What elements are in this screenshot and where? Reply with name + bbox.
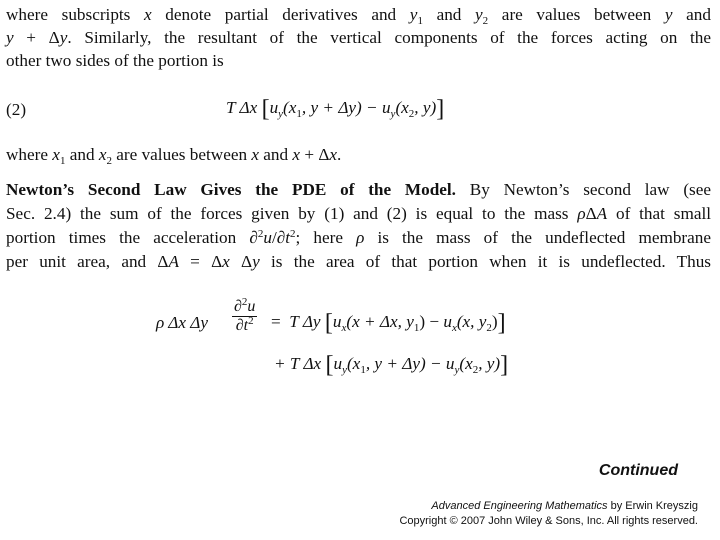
math-var: y bbox=[59, 28, 68, 47]
math-sub: y bbox=[454, 364, 460, 376]
math-var: (x, y bbox=[456, 312, 487, 331]
math-var: (x bbox=[283, 98, 297, 117]
math-var: y bbox=[664, 5, 673, 24]
bracket-open: [ bbox=[325, 352, 334, 378]
math-var: ρ bbox=[356, 228, 365, 247]
text-line-after-eq2 bbox=[6, 145, 341, 165]
math-var: x bbox=[251, 145, 259, 164]
math-var: u bbox=[381, 98, 391, 117]
math-sub: 2 bbox=[106, 155, 112, 167]
math-var: u bbox=[332, 312, 342, 331]
math-op: /∂ bbox=[271, 228, 286, 247]
math-var: x bbox=[329, 145, 338, 164]
math-sub: 1 bbox=[59, 155, 66, 167]
bracket-open: [ bbox=[261, 96, 270, 122]
math-var: t bbox=[285, 228, 291, 247]
math-sub: 1 bbox=[413, 322, 420, 334]
fraction-denominator bbox=[232, 317, 257, 335]
equation-3-lhs bbox=[156, 313, 208, 333]
math-var: x bbox=[98, 145, 107, 164]
bracket-open: [ bbox=[324, 310, 333, 336]
math-sub: y bbox=[390, 108, 396, 120]
text-run: where subscripts bbox=[6, 5, 145, 24]
math-var: u bbox=[443, 312, 452, 331]
equals-sign: = bbox=[271, 312, 281, 331]
math-var: ρ bbox=[577, 204, 586, 223]
math-op: ) − bbox=[419, 312, 444, 331]
math-var: x bbox=[52, 145, 60, 164]
math-sub: y bbox=[278, 108, 284, 120]
math-var: u bbox=[445, 354, 455, 373]
text-run: ; here bbox=[295, 228, 357, 247]
text-run: Sec. 2.4) the sum of the forces given by (1) and (2) is equal to the mass bbox=[6, 204, 578, 223]
footer-book-line bbox=[431, 500, 698, 512]
eq-lhs: ρ Δx Δy bbox=[156, 313, 208, 332]
math-op: ∂ bbox=[234, 298, 242, 315]
math-sub: y bbox=[342, 364, 347, 376]
math-op: ∂ bbox=[249, 228, 258, 247]
math-var: y bbox=[409, 5, 418, 24]
math-sup: 2 bbox=[257, 228, 264, 240]
math-sub: 2 bbox=[408, 108, 415, 120]
text-run: . Similarly, the resultant of the vertical components of the forces acting on the bbox=[67, 28, 711, 47]
math-var: u bbox=[333, 354, 343, 373]
fraction bbox=[232, 298, 257, 335]
text-line-2 bbox=[6, 28, 711, 48]
text-run: of that small bbox=[607, 204, 712, 223]
math-sub: 2 bbox=[482, 15, 489, 27]
math-var: ∂t bbox=[235, 317, 249, 334]
text-run: Δ bbox=[585, 204, 597, 223]
math-var: x bbox=[292, 145, 301, 164]
math-var: x bbox=[144, 5, 152, 24]
math-sub: 1 bbox=[360, 364, 366, 376]
math-var: y bbox=[475, 5, 483, 24]
math-var: y bbox=[6, 28, 14, 47]
math-sup: 2 bbox=[241, 296, 248, 308]
text-run: = Δ bbox=[178, 252, 223, 271]
text-run: are values between bbox=[112, 145, 252, 164]
math-var: y bbox=[252, 252, 260, 271]
math-var: u bbox=[269, 98, 279, 117]
math-var: + T Δx bbox=[274, 354, 322, 373]
math-sup: 2 bbox=[248, 315, 254, 327]
author: by Erwin Kreyszig bbox=[607, 500, 698, 512]
text-line-newton-1 bbox=[6, 180, 711, 200]
math-var: u bbox=[263, 228, 272, 247]
bracket-close: ] bbox=[497, 310, 506, 336]
text-line-3: other two sides of the portion is bbox=[6, 51, 224, 70]
text-run: denote partial derivatives and bbox=[151, 5, 410, 24]
text-run: . bbox=[337, 145, 342, 164]
math-var: (x bbox=[395, 98, 409, 117]
footer-copyright: Copyright © 2007 John Wiley & Sons, Inc. All rights reserved. bbox=[399, 515, 698, 527]
text-run: Δ bbox=[229, 252, 253, 271]
text-run: and bbox=[672, 5, 711, 24]
equation-number: (2) bbox=[6, 100, 27, 119]
math-sub: x bbox=[451, 322, 457, 334]
text-run: are values between bbox=[488, 5, 665, 24]
section-heading: Newton’s Second Law Gives the PDE of the Model. bbox=[6, 180, 456, 199]
math-var: (x + Δx, y bbox=[346, 312, 414, 331]
math-var: u bbox=[247, 298, 256, 315]
text-run: + Δ bbox=[300, 145, 330, 164]
text-line-newton-3 bbox=[6, 228, 711, 248]
text-run: where bbox=[6, 145, 53, 164]
bracket-close: ] bbox=[500, 352, 509, 378]
equation-3-row-2 bbox=[274, 352, 509, 378]
continued-label: Continued bbox=[598, 462, 678, 479]
book-title: Advanced Engineering Mathematics bbox=[431, 500, 608, 512]
math-var: A bbox=[168, 252, 179, 271]
text-line-newton-2 bbox=[6, 204, 711, 224]
math-var: x bbox=[222, 252, 230, 271]
math-var: , y + Δy) − bbox=[365, 354, 446, 373]
text-run: and bbox=[258, 145, 293, 164]
text-run: per unit area, and Δ bbox=[6, 252, 169, 271]
text-run: is the mass of the undeflected membrane bbox=[364, 228, 711, 247]
math-var: , y + Δy) − bbox=[301, 98, 382, 117]
math-var: , y) bbox=[414, 98, 437, 117]
equation-3-fraction bbox=[228, 298, 261, 335]
math-sup: 2 bbox=[290, 228, 296, 240]
text-run: and bbox=[65, 145, 99, 164]
math-sub: x bbox=[341, 322, 347, 334]
equation-3-row-1 bbox=[271, 310, 506, 336]
math-op: ) bbox=[491, 312, 498, 331]
text-run: and bbox=[422, 5, 476, 24]
eq-lhs: T Δx bbox=[226, 98, 258, 117]
text-run: portion times the acceleration bbox=[6, 228, 250, 247]
math-var: , y) bbox=[478, 354, 501, 373]
text-run: is the area of that portion when it is undeflected. Thus bbox=[259, 252, 711, 271]
math-var: (x bbox=[459, 354, 473, 373]
bracket-close: ] bbox=[436, 96, 445, 122]
math-sub: 1 bbox=[296, 108, 302, 120]
text-run: By Newton’s second law (see bbox=[455, 180, 712, 199]
text-line-1 bbox=[6, 5, 711, 25]
math-sub: 2 bbox=[472, 364, 479, 376]
math-var: (x bbox=[346, 354, 361, 373]
math-sub: 1 bbox=[417, 15, 423, 27]
text-run: + Δ bbox=[13, 28, 60, 47]
math-var: T Δy bbox=[289, 312, 321, 331]
text-line-newton-4 bbox=[6, 252, 711, 272]
math-var: A bbox=[596, 204, 608, 223]
math-sub: 2 bbox=[486, 322, 492, 334]
equation-2 bbox=[226, 96, 445, 122]
